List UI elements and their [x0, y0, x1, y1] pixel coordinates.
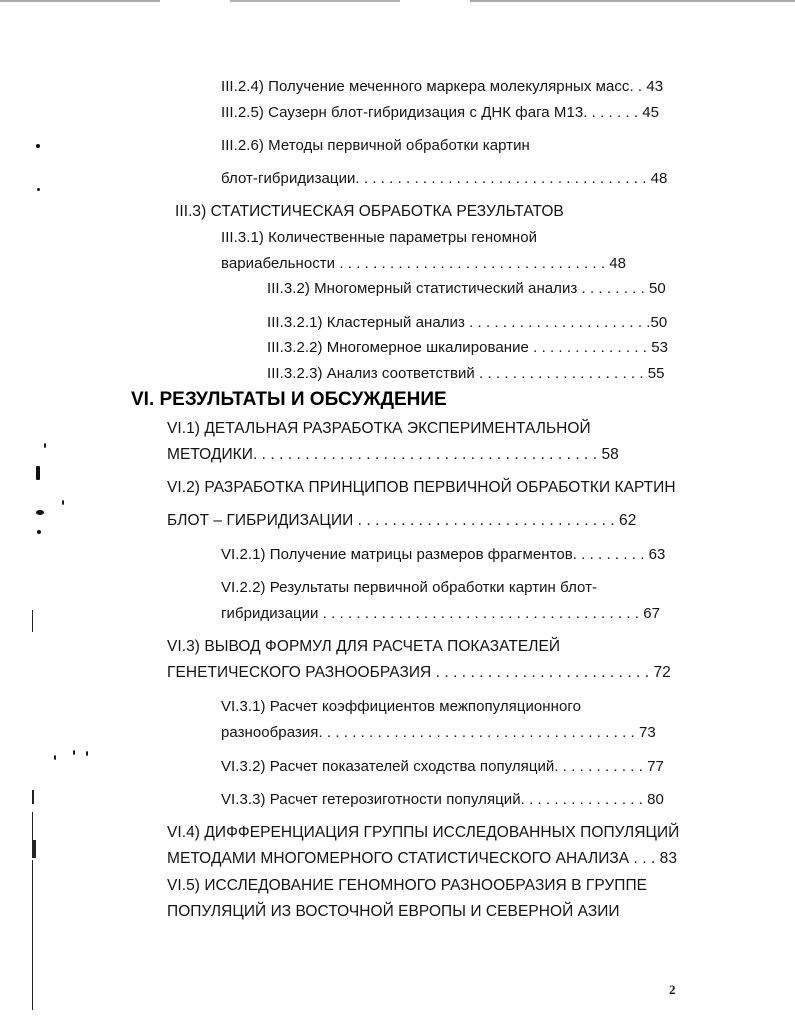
- toc-entry: блот-гибридизации. . . . . . . . . . . . . . . . . . . . . . . . . . . . . . . . . . . 48: [221, 170, 668, 187]
- toc-entry: VI.3.2) Расчет показателей сходства популяций. . . . . . . . . . . 77: [221, 758, 664, 775]
- scan-speck: [37, 530, 41, 534]
- scan-speck: [36, 144, 40, 148]
- scan-speck: [36, 510, 44, 515]
- toc-entry: III.2.6) Методы первичной обработки картин: [221, 137, 530, 154]
- toc-entry: вариабельности . . . . . . . . . . . . . . . . . . . . . . . . . . . . . . . . 48: [221, 255, 627, 272]
- scan-top-border: [0, 0, 795, 3]
- toc-entry: гибридизации . . . . . . . . . . . . . . . . . . . . . . . . . . . . . . . . . . . . . . 67: [221, 605, 660, 622]
- toc-entry: III.3.2.1) Кластерный анализ . . . . . . . . . . . . . . . . . . . . . .50: [267, 314, 668, 331]
- scan-speck: [86, 751, 88, 756]
- toc-entry: МЕТОДАМИ МНОГОМЕРНОГО СТАТИСТИЧЕСКОГО АНАЛИЗА . . . 83: [167, 850, 678, 867]
- toc-entry: VI.4) ДИФФЕРЕНЦИАЦИЯ ГРУППЫ ИССЛЕДОВАННЫХ ПОПУЛЯЦИЙ: [167, 824, 680, 841]
- toc-entry: III.3.1) Количественные параметры геномной: [221, 229, 538, 246]
- scan-speck: [36, 466, 40, 480]
- scan-edge-line: [32, 790, 34, 804]
- toc-entry: VI.2) РАЗРАБОТКА ПРИНЦИПОВ ПЕРВИЧНОЙ ОБРАБОТКИ КАРТИН: [167, 479, 676, 496]
- toc-entry: VI.1) ДЕТАЛЬНАЯ РАЗРАБОТКА ЭКСПЕРИМЕНТАЛЬНОЙ: [167, 420, 591, 437]
- toc-entry: VI.3.1) Расчет коэффициентов межпопуляционного: [221, 698, 581, 715]
- scan-edge-line: [32, 840, 36, 858]
- toc-entry: МЕТОДИКИ. . . . . . . . . . . . . . . . . . . . . . . . . . . . . . . . . . . . . . . . 58: [167, 446, 619, 463]
- toc-entry: VI.5) ИССЛЕДОВАНИЕ ГЕНОМНОГО РАЗНООБРАЗИЯ В ГРУППЕ: [167, 877, 648, 894]
- section-heading: VI. РЕЗУЛЬТАТЫ И ОБСУЖДЕНИЕ: [131, 389, 447, 410]
- toc-entry: III.2.4) Получение меченного маркера молекулярных масс. . 43: [221, 78, 664, 95]
- toc-entry: ГЕНЕТИЧЕСКОГО РАЗНООБРАЗИЯ . . . . . . . . . . . . . . . . . . . . . . . . . 72: [167, 664, 671, 681]
- toc-entry: VI.3.3) Расчет гетерозиготности популяций. . . . . . . . . . . . . . . 80: [221, 791, 664, 808]
- toc-entry: ПОПУЛЯЦИЙ ИЗ ВОСТОЧНОЙ ЕВРОПЫ И СЕВЕРНОЙ АЗИИ: [167, 903, 620, 920]
- scan-speck: [37, 188, 40, 191]
- toc-entry: III.3) СТАТИСТИЧЕСКАЯ ОБРАБОТКА РЕЗУЛЬТАТОВ: [175, 203, 564, 220]
- toc-entry: разнообразия. . . . . . . . . . . . . . . . . . . . . . . . . . . . . . . . . . . . . . 73: [221, 724, 656, 741]
- scan-edge-line: [32, 610, 33, 632]
- toc-entry: БЛОТ – ГИБРИДИЗАЦИИ . . . . . . . . . . . . . . . . . . . . . . . . . . . . . . 62: [167, 512, 637, 529]
- toc-entry: III.3.2.2) Многомерное шкалирование . . . . . . . . . . . . . . 53: [267, 339, 669, 356]
- scan-edge-line: [32, 860, 33, 1010]
- page-number: 2: [669, 982, 676, 997]
- scan-speck: [44, 443, 46, 448]
- toc-entry: III.3.2.3) Анализ соответствий . . . . . . . . . . . . . . . . . . . . 55: [267, 365, 665, 382]
- toc-entry: VI.3) ВЫВОД ФОРМУЛ ДЛЯ РАСЧЕТА ПОКАЗАТЕЛЕЙ: [167, 638, 561, 655]
- scan-speck: [62, 500, 64, 505]
- toc-entry: III.3.2) Многомерный статистический анализ . . . . . . . . 50: [267, 280, 666, 297]
- toc-entry: VI.2.1) Получение матрицы размеров фрагментов. . . . . . . . . 63: [221, 546, 666, 563]
- scan-speck: [73, 750, 75, 755]
- scan-speck: [54, 755, 56, 760]
- toc-entry: III.2.5) Саузерн блот-гибридизация с ДНК фага М13. . . . . . . 45: [221, 104, 660, 121]
- toc-entry: VI.2.2) Результаты первичной обработки картин блот-: [221, 579, 598, 596]
